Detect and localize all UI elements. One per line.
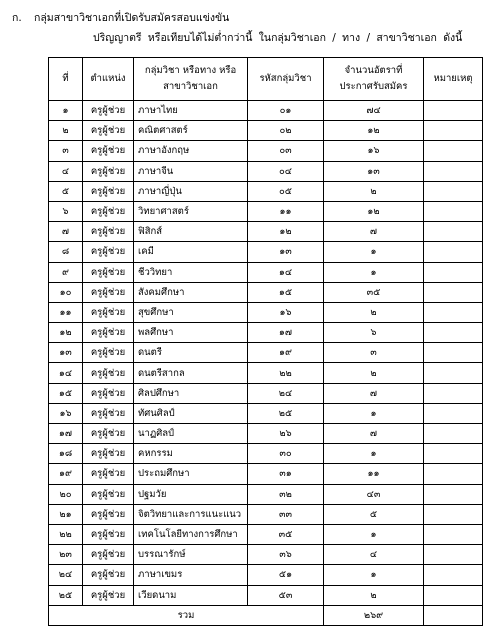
cell-code: ๕๓ <box>248 585 324 605</box>
section-heading <box>12 9 229 26</box>
cell-subject: เคมี <box>134 242 248 262</box>
cell-count: ๒ <box>324 181 424 201</box>
table-row <box>49 363 483 383</box>
cell-count: ๑๑ <box>324 464 424 484</box>
cell-code: ๑๗ <box>248 323 324 343</box>
cell-subject: ทัศนศิลป์ <box>134 403 248 423</box>
table-row <box>49 201 483 221</box>
cell-count: ๕ <box>324 504 424 524</box>
cell-note <box>424 262 483 282</box>
cell-subject: คณิตศาสตร์ <box>134 121 248 141</box>
table-row <box>49 101 483 121</box>
section-title: กลุ่มสาขาวิชาเอกที่เปิดรับสมัครสอบแข่งขัน <box>34 12 230 24</box>
cell-no: ๔ <box>49 161 83 181</box>
cell-position: ครูผู้ช่วย <box>83 323 134 343</box>
section-subtitle: ปริญญาตรี หรือเทียบได้ไม่ต่ำกว่านี้ ในกลุ่มวิชาเอก / ทาง / สาขาวิชาเอก ดังนี้ <box>93 32 463 44</box>
table-row <box>49 141 483 161</box>
cell-subject: จิตวิทยาและการแนะแนว <box>134 504 248 524</box>
cell-subject: ภาษาญี่ปุ่น <box>134 181 248 201</box>
cell-position: ครูผู้ช่วย <box>83 121 134 141</box>
cell-count: ๓๕ <box>324 282 424 302</box>
cell-subject: พลศึกษา <box>134 323 248 343</box>
cell-count: ๗ <box>324 424 424 444</box>
table-row <box>49 444 483 464</box>
cell-note <box>424 565 483 585</box>
cell-note <box>424 545 483 565</box>
cell-note <box>424 403 483 423</box>
cell-count: ๗ <box>324 222 424 242</box>
cell-note <box>424 484 483 504</box>
cell-no: ๑๗ <box>49 424 83 444</box>
table-row <box>49 565 483 585</box>
cell-position: ครูผู้ช่วย <box>83 282 134 302</box>
cell-no: ๙ <box>49 262 83 282</box>
cell-no: ๒๒ <box>49 524 83 544</box>
cell-note <box>424 282 483 302</box>
cell-no: ๑ <box>49 101 83 121</box>
cell-position: ครูผู้ช่วย <box>83 302 134 322</box>
header-count-line1: จำนวนอัตราที่ <box>344 65 403 76</box>
cell-code: ๑๒ <box>248 222 324 242</box>
cell-position: ครูผู้ช่วย <box>83 464 134 484</box>
cell-count: ๒ <box>324 363 424 383</box>
cell-no: ๑๐ <box>49 282 83 302</box>
cell-subject: ศิลปศึกษา <box>134 383 248 403</box>
cell-count: ๓ <box>324 343 424 363</box>
cell-code: ๑๕ <box>248 282 324 302</box>
cell-note <box>424 101 483 121</box>
table-row <box>49 585 483 605</box>
cell-no: ๑๔ <box>49 363 83 383</box>
total-note <box>424 605 483 625</box>
cell-no: ๑๖ <box>49 403 83 423</box>
cell-no: ๒๐ <box>49 484 83 504</box>
cell-subject: สังคมศึกษา <box>134 282 248 302</box>
cell-code: ๒๔ <box>248 383 324 403</box>
cell-code: ๒๒ <box>248 363 324 383</box>
cell-code: ๑๔ <box>248 262 324 282</box>
header-code: รหัสกลุ่มวิชา <box>248 58 324 101</box>
cell-note <box>424 181 483 201</box>
cell-note <box>424 161 483 181</box>
cell-code: ๐๕ <box>248 181 324 201</box>
table-row <box>49 323 483 343</box>
cell-position: ครูผู้ช่วย <box>83 545 134 565</box>
cell-position: ครูผู้ช่วย <box>83 222 134 242</box>
cell-count: ๑ <box>324 262 424 282</box>
cell-subject: เวียดนาม <box>134 585 248 605</box>
cell-note <box>424 585 483 605</box>
cell-code: ๑๖ <box>248 302 324 322</box>
cell-note <box>424 363 483 383</box>
cell-code: ๒๕ <box>248 403 324 423</box>
cell-count: ๔ <box>324 545 424 565</box>
cell-note <box>424 323 483 343</box>
cell-position: ครูผู้ช่วย <box>83 262 134 282</box>
cell-position: ครูผู้ช่วย <box>83 565 134 585</box>
cell-code: ๓๐ <box>248 444 324 464</box>
cell-position: ครูผู้ช่วย <box>83 504 134 524</box>
cell-subject: ภาษาเขมร <box>134 565 248 585</box>
cell-count: ๑ <box>324 524 424 544</box>
cell-position: ครูผู้ช่วย <box>83 424 134 444</box>
cell-count: ๒ <box>324 585 424 605</box>
table-row <box>49 545 483 565</box>
cell-note <box>424 383 483 403</box>
cell-subject: วิทยาศาสตร์ <box>134 201 248 221</box>
total-row <box>49 605 483 625</box>
cell-position: ครูผู้ช่วย <box>83 181 134 201</box>
cell-code: ๓๕ <box>248 524 324 544</box>
cell-position: ครูผู้ช่วย <box>83 383 134 403</box>
cell-code: ๒๖ <box>248 424 324 444</box>
header-subject-line1: กลุ่มวิชา หรือทาง หรือ <box>144 65 237 76</box>
table-row <box>49 424 483 444</box>
cell-subject: เทคโนโลยีทางการศึกษา <box>134 524 248 544</box>
header-subject <box>134 58 248 101</box>
cell-note <box>424 222 483 242</box>
cell-note <box>424 242 483 262</box>
cell-note <box>424 141 483 161</box>
table-row <box>49 282 483 302</box>
cell-position: ครูผู้ช่วย <box>83 403 134 423</box>
table-row <box>49 504 483 524</box>
cell-code: ๑๓ <box>248 242 324 262</box>
cell-subject: ดนตรี <box>134 343 248 363</box>
cell-code: ๐๒ <box>248 121 324 141</box>
header-subject-line2: สาขาวิชาเอก <box>163 81 218 92</box>
cell-no: ๑๑ <box>49 302 83 322</box>
table-row <box>49 222 483 242</box>
table-row <box>49 464 483 484</box>
cell-subject: ฟิสิกส์ <box>134 222 248 242</box>
subject-table <box>48 57 483 626</box>
cell-position: ครูผู้ช่วย <box>83 101 134 121</box>
cell-code: ๓๓ <box>248 504 324 524</box>
cell-code: ๑๑ <box>248 201 324 221</box>
cell-position: ครูผู้ช่วย <box>83 444 134 464</box>
cell-count: ๑๒ <box>324 121 424 141</box>
cell-no: ๑๒ <box>49 323 83 343</box>
header-position: ตำแหน่ง <box>83 58 134 101</box>
cell-position: ครูผู้ช่วย <box>83 363 134 383</box>
table-row <box>49 524 483 544</box>
cell-count: ๑ <box>324 403 424 423</box>
cell-no: ๓ <box>49 141 83 161</box>
table-header-row <box>49 58 483 101</box>
cell-position: ครูผู้ช่วย <box>83 161 134 181</box>
cell-code: ๓๑ <box>248 464 324 484</box>
total-value: ๒๖๙ <box>324 605 424 625</box>
cell-code: ๓๒ <box>248 484 324 504</box>
cell-note <box>424 524 483 544</box>
cell-no: ๒๑ <box>49 504 83 524</box>
cell-subject: คหกรรม <box>134 444 248 464</box>
cell-no: ๕ <box>49 181 83 201</box>
cell-no: ๑๘ <box>49 444 83 464</box>
cell-subject: ภาษาอังกฤษ <box>134 141 248 161</box>
cell-subject: สุขศึกษา <box>134 302 248 322</box>
cell-position: ครูผู้ช่วย <box>83 585 134 605</box>
cell-note <box>424 201 483 221</box>
cell-code: ๓๖ <box>248 545 324 565</box>
table-row <box>49 121 483 141</box>
cell-position: ครูผู้ช่วย <box>83 524 134 544</box>
table-row <box>49 161 483 181</box>
cell-note <box>424 343 483 363</box>
header-count-line2: ประกาศรับสมัคร <box>339 81 408 92</box>
cell-no: ๖ <box>49 201 83 221</box>
table-row <box>49 262 483 282</box>
cell-no: ๗ <box>49 222 83 242</box>
cell-no: ๒๕ <box>49 585 83 605</box>
cell-no: ๑๓ <box>49 343 83 363</box>
cell-subject: ดนตรีสากล <box>134 363 248 383</box>
cell-count: ๒ <box>324 302 424 322</box>
cell-code: ๑๙ <box>248 343 324 363</box>
cell-subject: นาฏศิลป์ <box>134 424 248 444</box>
cell-code: ๕๑ <box>248 565 324 585</box>
cell-no: ๑๕ <box>49 383 83 403</box>
cell-note <box>424 302 483 322</box>
cell-count: ๑ <box>324 242 424 262</box>
cell-subject: บรรณารักษ์ <box>134 545 248 565</box>
cell-count: ๑๖ <box>324 141 424 161</box>
cell-note <box>424 121 483 141</box>
cell-count: ๑ <box>324 444 424 464</box>
cell-count: ๖ <box>324 323 424 343</box>
table-row <box>49 403 483 423</box>
cell-subject: ประถมศึกษา <box>134 464 248 484</box>
cell-note <box>424 504 483 524</box>
cell-no: ๒๓ <box>49 545 83 565</box>
cell-no: ๘ <box>49 242 83 262</box>
table-row <box>49 181 483 201</box>
total-label: รวม <box>49 605 324 625</box>
header-no: ที่ <box>49 58 83 101</box>
cell-no: ๑๙ <box>49 464 83 484</box>
table-row <box>49 343 483 363</box>
cell-no: ๒ <box>49 121 83 141</box>
cell-subject: ชีววิทยา <box>134 262 248 282</box>
cell-count: ๗ <box>324 383 424 403</box>
cell-subject: ภาษาไทย <box>134 101 248 121</box>
cell-note <box>424 444 483 464</box>
cell-subject: ภาษาจีน <box>134 161 248 181</box>
cell-position: ครูผู้ช่วย <box>83 141 134 161</box>
cell-code: ๐๑ <box>248 101 324 121</box>
cell-position: ครูผู้ช่วย <box>83 343 134 363</box>
cell-code: ๐๔ <box>248 161 324 181</box>
cell-position: ครูผู้ช่วย <box>83 242 134 262</box>
cell-count: ๑๒ <box>324 201 424 221</box>
cell-position: ครูผู้ช่วย <box>83 201 134 221</box>
cell-count: ๑๓ <box>324 161 424 181</box>
cell-subject: ปฐมวัย <box>134 484 248 504</box>
table-row <box>49 302 483 322</box>
cell-code: ๐๓ <box>248 141 324 161</box>
cell-position: ครูผู้ช่วย <box>83 484 134 504</box>
cell-count: ๑ <box>324 565 424 585</box>
cell-count: ๔๓ <box>324 484 424 504</box>
table-row <box>49 383 483 403</box>
table-row <box>49 484 483 504</box>
cell-note <box>424 424 483 444</box>
header-count <box>324 58 424 101</box>
cell-note <box>424 464 483 484</box>
cell-no: ๒๔ <box>49 565 83 585</box>
table-row <box>49 242 483 262</box>
cell-count: ๗๔ <box>324 101 424 121</box>
header-note: หมายเหตุ <box>424 58 483 101</box>
section-label: ก. <box>12 12 22 24</box>
